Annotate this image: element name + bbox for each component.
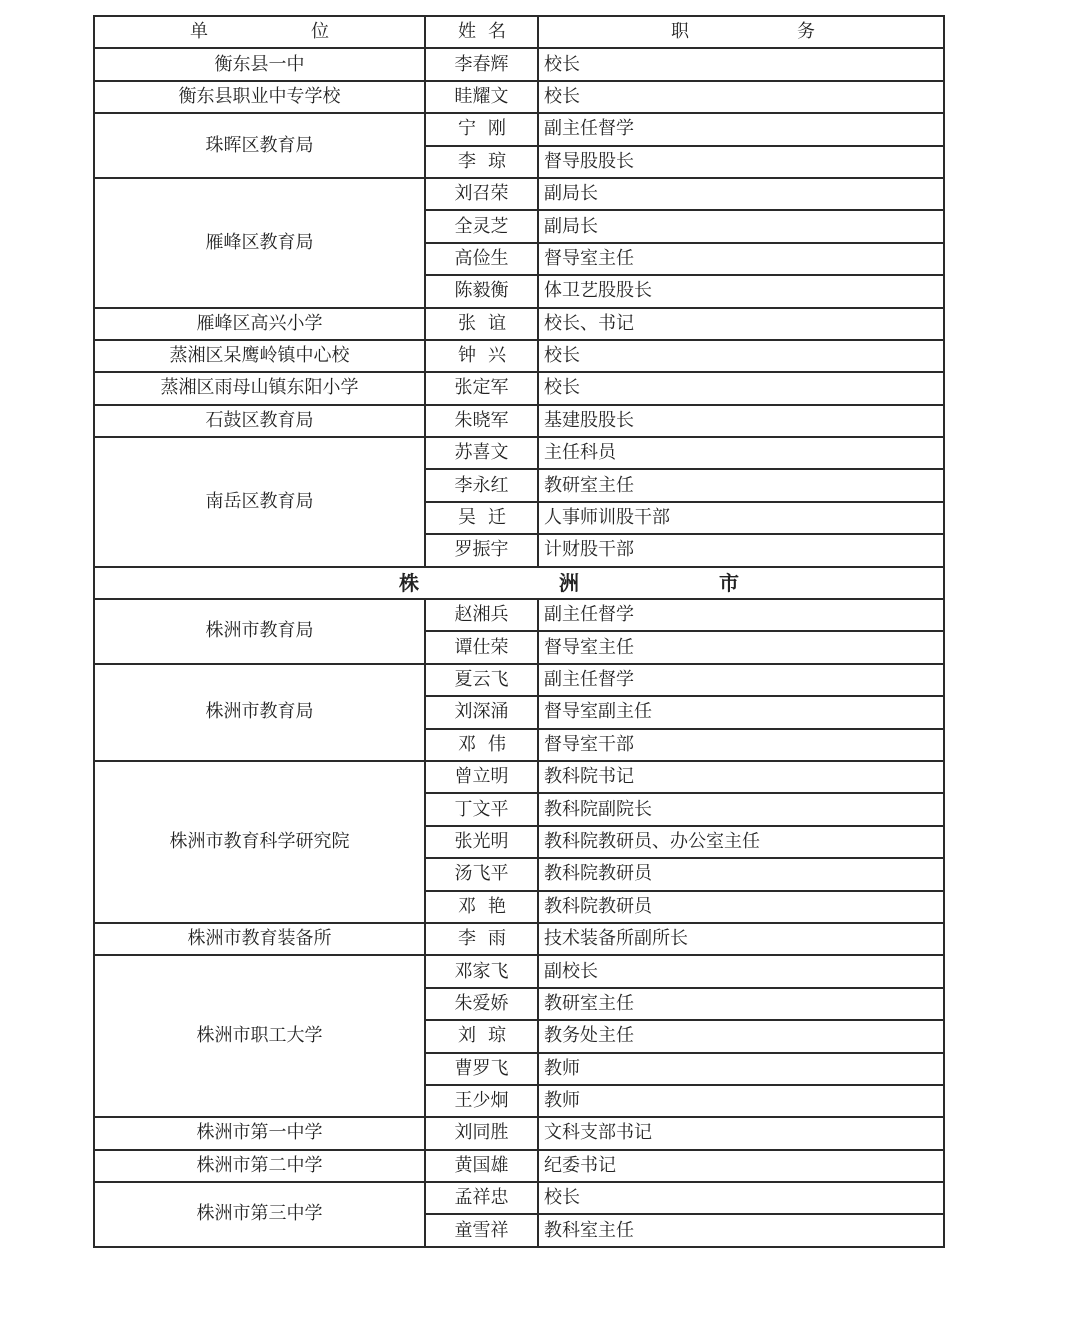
table-row [94, 81, 944, 113]
name-char: 钟 [458, 345, 476, 367]
table-row [94, 599, 944, 631]
unit-cell: 雁峰区教育局 [94, 178, 425, 308]
unit-cell: 株洲市教育局 [94, 664, 425, 761]
duty-cell: 教研室主任 [538, 469, 944, 501]
duty-cell: 校长 [538, 372, 944, 404]
personnel-table [93, 15, 945, 1248]
duty-cell: 人事师训股干部 [538, 502, 944, 534]
name-char: 琼 [488, 150, 506, 172]
name-cell: 孟祥忠 [425, 1182, 538, 1214]
table-row [94, 664, 944, 696]
name-cell: 苏喜文 [425, 437, 538, 469]
name-char: 兴 [488, 345, 506, 367]
name-cell: 高俭生 [425, 243, 538, 275]
name-cell: 李永红 [425, 469, 538, 501]
name-cell [425, 923, 538, 955]
unit-cell: 蒸湘区呆鹰岭镇中心校 [94, 340, 425, 372]
duty-cell: 校长、书记 [538, 308, 944, 340]
duty-cell: 副主任督学 [538, 599, 944, 631]
header-unit [94, 16, 425, 48]
duty-cell: 主任科员 [538, 437, 944, 469]
name-char: 伟 [488, 733, 506, 755]
name-cell [425, 1020, 538, 1052]
duty-cell: 副局长 [538, 210, 944, 242]
duty-cell: 教科院教研员、办公室主任 [538, 826, 944, 858]
city-heading [94, 567, 944, 599]
unit-cell: 株洲市教育科学研究院 [94, 761, 425, 923]
name-cell: 陈毅衡 [425, 275, 538, 307]
unit-cell: 石鼓区教育局 [94, 405, 425, 437]
table-row [94, 923, 944, 955]
name-cell: 汤飞平 [425, 858, 538, 890]
name-cell [425, 113, 538, 145]
unit-cell: 株洲市教育局 [94, 599, 425, 664]
name-char: 李 [458, 928, 476, 950]
duty-cell: 文科支部书记 [538, 1117, 944, 1149]
name-cell: 邓家飞 [425, 955, 538, 987]
name-cell [425, 729, 538, 761]
table-row [94, 761, 944, 793]
duty-cell: 纪委书记 [538, 1150, 944, 1182]
duty-cell: 督导股股长 [538, 146, 944, 178]
table-row [94, 1150, 944, 1182]
duty-cell: 教科院副院长 [538, 793, 944, 825]
duty-cell: 督导室主任 [538, 631, 944, 663]
name-char: 刚 [488, 118, 506, 140]
table-row [94, 340, 944, 372]
duty-cell: 副校长 [538, 955, 944, 987]
city-heading-char: 市 [719, 570, 739, 595]
unit-cell: 株洲市教育装备所 [94, 923, 425, 955]
duty-cell: 教科院书记 [538, 761, 944, 793]
duty-cell: 教科室主任 [538, 1214, 944, 1246]
table-row [94, 48, 944, 80]
name-cell: 刘召荣 [425, 178, 538, 210]
name-char: 琼 [488, 1025, 506, 1047]
name-cell: 罗振宇 [425, 534, 538, 566]
duty-cell: 督导室副主任 [538, 696, 944, 728]
header-name [425, 16, 538, 48]
header-name-char: 名 [488, 21, 506, 43]
name-char: 刘 [458, 1025, 476, 1047]
duty-cell: 校长 [538, 340, 944, 372]
name-char: 邓 [458, 895, 476, 917]
name-cell: 丁文平 [425, 793, 538, 825]
name-char: 李 [458, 150, 476, 172]
duty-cell: 校长 [538, 48, 944, 80]
duty-cell: 教务处主任 [538, 1020, 944, 1052]
name-cell: 曹罗飞 [425, 1053, 538, 1085]
table-row [94, 372, 944, 404]
personnel-table-body [94, 16, 944, 1247]
name-char: 张 [458, 312, 476, 334]
header-duty-char: 职 [671, 21, 689, 43]
duty-cell: 督导室主任 [538, 243, 944, 275]
header-unit-char: 单 [190, 21, 208, 43]
header-name-char: 姓 [458, 21, 476, 43]
name-cell: 眭耀文 [425, 81, 538, 113]
name-cell: 刘同胜 [425, 1117, 538, 1149]
unit-cell: 株洲市第一中学 [94, 1117, 425, 1149]
duty-cell: 技术装备所副所长 [538, 923, 944, 955]
name-char: 邓 [458, 733, 476, 755]
duty-cell: 督导室干部 [538, 729, 944, 761]
name-cell: 李春辉 [425, 48, 538, 80]
header-duty-char: 务 [797, 21, 815, 43]
name-cell: 朱晓军 [425, 405, 538, 437]
unit-cell: 衡东县职业中专学校 [94, 81, 425, 113]
unit-cell: 珠晖区教育局 [94, 113, 425, 178]
name-cell: 谭仕荣 [425, 631, 538, 663]
unit-cell: 株洲市第二中学 [94, 1150, 425, 1182]
duty-cell: 基建股股长 [538, 405, 944, 437]
header-row [94, 16, 944, 48]
name-cell: 曾立明 [425, 761, 538, 793]
unit-cell: 南岳区教育局 [94, 437, 425, 567]
unit-cell: 雁峰区高兴小学 [94, 308, 425, 340]
name-char: 迁 [488, 507, 506, 529]
name-cell [425, 502, 538, 534]
unit-cell: 株洲市职工大学 [94, 955, 425, 1117]
unit-cell: 衡东县一中 [94, 48, 425, 80]
unit-cell: 株洲市第三中学 [94, 1182, 425, 1247]
name-char: 雨 [488, 928, 506, 950]
table-row [94, 1182, 944, 1214]
name-cell: 夏云飞 [425, 664, 538, 696]
duty-cell: 教科院教研员 [538, 891, 944, 923]
table-row [94, 113, 944, 145]
name-cell [425, 308, 538, 340]
personnel-table-sheet [93, 15, 945, 1248]
name-cell [425, 891, 538, 923]
name-cell: 赵湘兵 [425, 599, 538, 631]
name-cell: 张定军 [425, 372, 538, 404]
duty-cell: 体卫艺股股长 [538, 275, 944, 307]
duty-cell: 副局长 [538, 178, 944, 210]
duty-cell: 教研室主任 [538, 988, 944, 1020]
duty-cell: 校长 [538, 81, 944, 113]
name-cell: 黄国雄 [425, 1150, 538, 1182]
name-char: 谊 [488, 312, 506, 334]
table-row [94, 178, 944, 210]
duty-cell: 计财股干部 [538, 534, 944, 566]
name-cell: 全灵芝 [425, 210, 538, 242]
table-row [94, 405, 944, 437]
name-cell: 王少炯 [425, 1085, 538, 1117]
name-cell [425, 146, 538, 178]
name-cell: 刘深涌 [425, 696, 538, 728]
city-heading-char: 洲 [559, 570, 579, 595]
duty-cell: 教师 [538, 1085, 944, 1117]
table-row [94, 1117, 944, 1149]
name-cell: 张光明 [425, 826, 538, 858]
city-row [94, 567, 944, 599]
duty-cell: 教科院教研员 [538, 858, 944, 890]
name-cell [425, 340, 538, 372]
duty-cell: 校长 [538, 1182, 944, 1214]
name-cell: 童雪祥 [425, 1214, 538, 1246]
name-char: 宁 [458, 118, 476, 140]
unit-cell: 蒸湘区雨母山镇东阳小学 [94, 372, 425, 404]
duty-cell: 副主任督学 [538, 113, 944, 145]
duty-cell: 教师 [538, 1053, 944, 1085]
city-heading-char: 株 [399, 570, 419, 595]
name-char: 吴 [458, 507, 476, 529]
table-row [94, 308, 944, 340]
table-row [94, 955, 944, 987]
name-char: 艳 [488, 895, 506, 917]
name-cell: 朱爱娇 [425, 988, 538, 1020]
duty-cell: 副主任督学 [538, 664, 944, 696]
table-row [94, 437, 944, 469]
header-duty [538, 16, 944, 48]
header-unit-char: 位 [311, 21, 329, 43]
